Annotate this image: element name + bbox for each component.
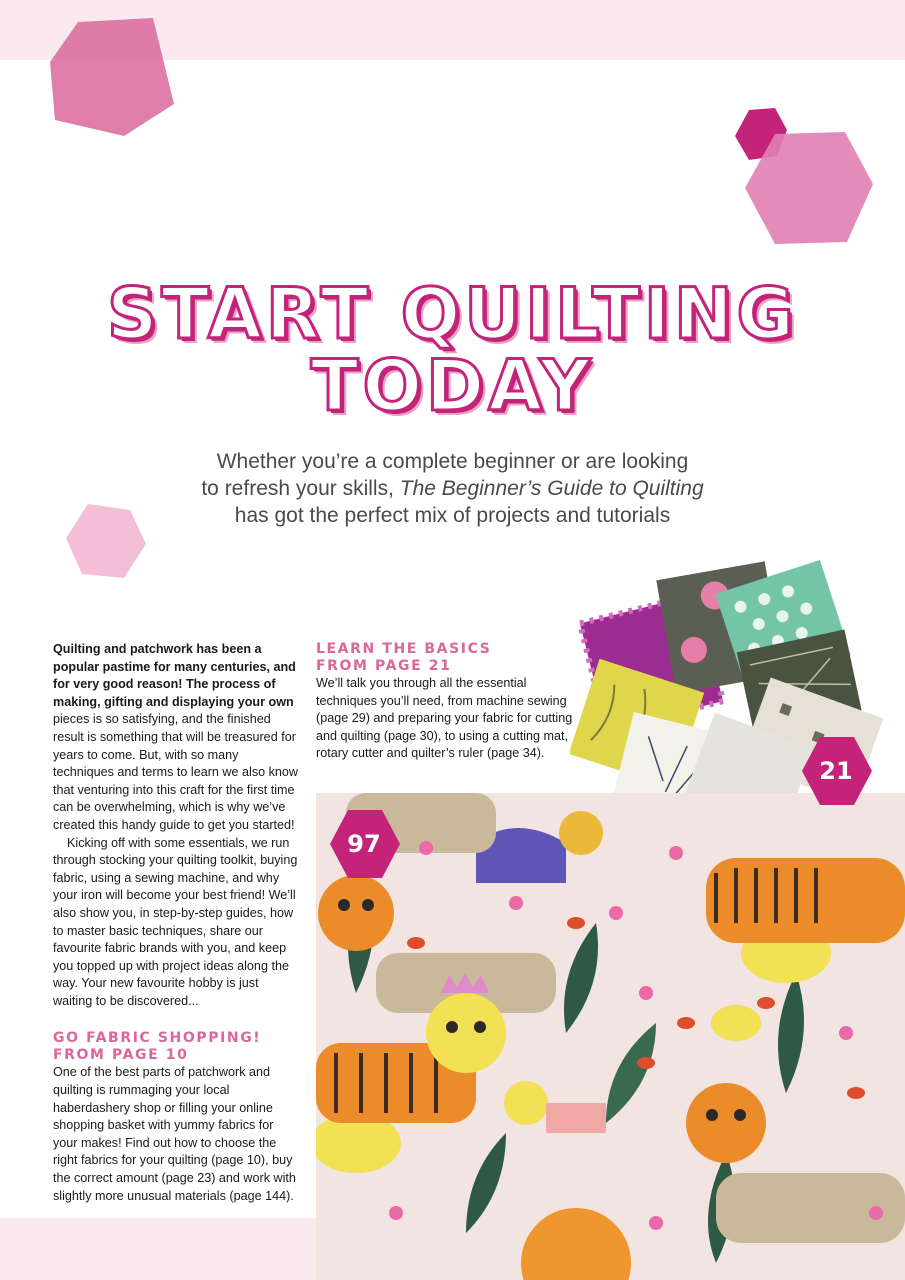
shopping-subheading-line-1: GO FABRIC SHOPPING!	[53, 1030, 262, 1047]
hexagon-decoration-top-left	[50, 18, 175, 138]
hexagon-decoration-right	[745, 132, 873, 244]
intro-paragraph	[150, 448, 755, 529]
basics-paragraph: We’ll talk you through all the essential techniques you’ll need, from machine sewing (page 29) and preparing your fabric for cutting and quilting (page 30), to using a cutting mat, rotary cutter and quilter’s ruler (page 34).	[316, 676, 573, 761]
shopping-subheading-line-2: FROM PAGE 10	[53, 1047, 189, 1064]
page-badge-97	[328, 808, 400, 880]
badge-number-21: 21	[819, 757, 853, 785]
intro-line-1: Whether you’re a complete beginner or are looking	[216, 450, 689, 473]
shopping-paragraph: One of the best parts of patchwork and quilting is rummaging your local haberdashery shop or filling your online shopping basket with yummy fabrics for your makes! Find out how to choose the right fabrics for your quilting (page 10), buy the correct amount (page 23) and work with slightly more unusual materials (page 144).	[53, 1065, 296, 1203]
basics-subheading-line-1: LEARN THE BASICS	[316, 641, 492, 657]
intro-line-3: has got the perfect mix of projects and tutorials	[234, 504, 671, 527]
basics-subheading	[316, 641, 574, 675]
badge-number-97: 97	[347, 830, 381, 858]
bottom-pink-band	[0, 1218, 320, 1280]
shopping-subheading	[53, 1030, 301, 1064]
basics-subheading-line-2: FROM PAGE 21	[316, 658, 452, 674]
title-line-2: TODAY	[310, 345, 595, 427]
title-line-1: START QUILTING	[106, 273, 799, 355]
article-paragraph-1-rest: pieces is so satisfying, and the finished result is something that will be treasured for years to come. But, with so many techniques and terms to learn we also know that venturing into this craft for the first time can be overwhelming, which is why we’ve created this handy guide to get you started!	[53, 712, 299, 832]
article-paragraph-1	[53, 641, 301, 835]
basics-section	[316, 641, 574, 763]
cat-print-fabric-image	[316, 793, 905, 1280]
hexagon-decoration-left-pale	[66, 504, 146, 578]
article-paragraph-2: Kicking off with some essentials, we run through stocking your quilting toolkit, buying fabric, using a sewing machine, and why your iron will become your best friend! We’ll also show you, in step-by-step guides, how to master basic techniques, share our favourite fabric brands with you, and keep you topped up with project ideas along the way. Your new favourite hobby is just waiting to be discovered...	[53, 835, 298, 1008]
page-title	[60, 273, 845, 427]
intro-line-2-start: to refresh your skills,	[201, 477, 394, 500]
article-lead-bold: Quilting and patchwork has been a popular pastime for many centuries, and for very good reason! The process of making, gifting and displaying your own	[53, 642, 296, 709]
intro-book-title: The Beginner’s Guide to Quilting	[399, 477, 704, 500]
article-column	[53, 641, 301, 1205]
page-badge-21	[800, 735, 872, 807]
